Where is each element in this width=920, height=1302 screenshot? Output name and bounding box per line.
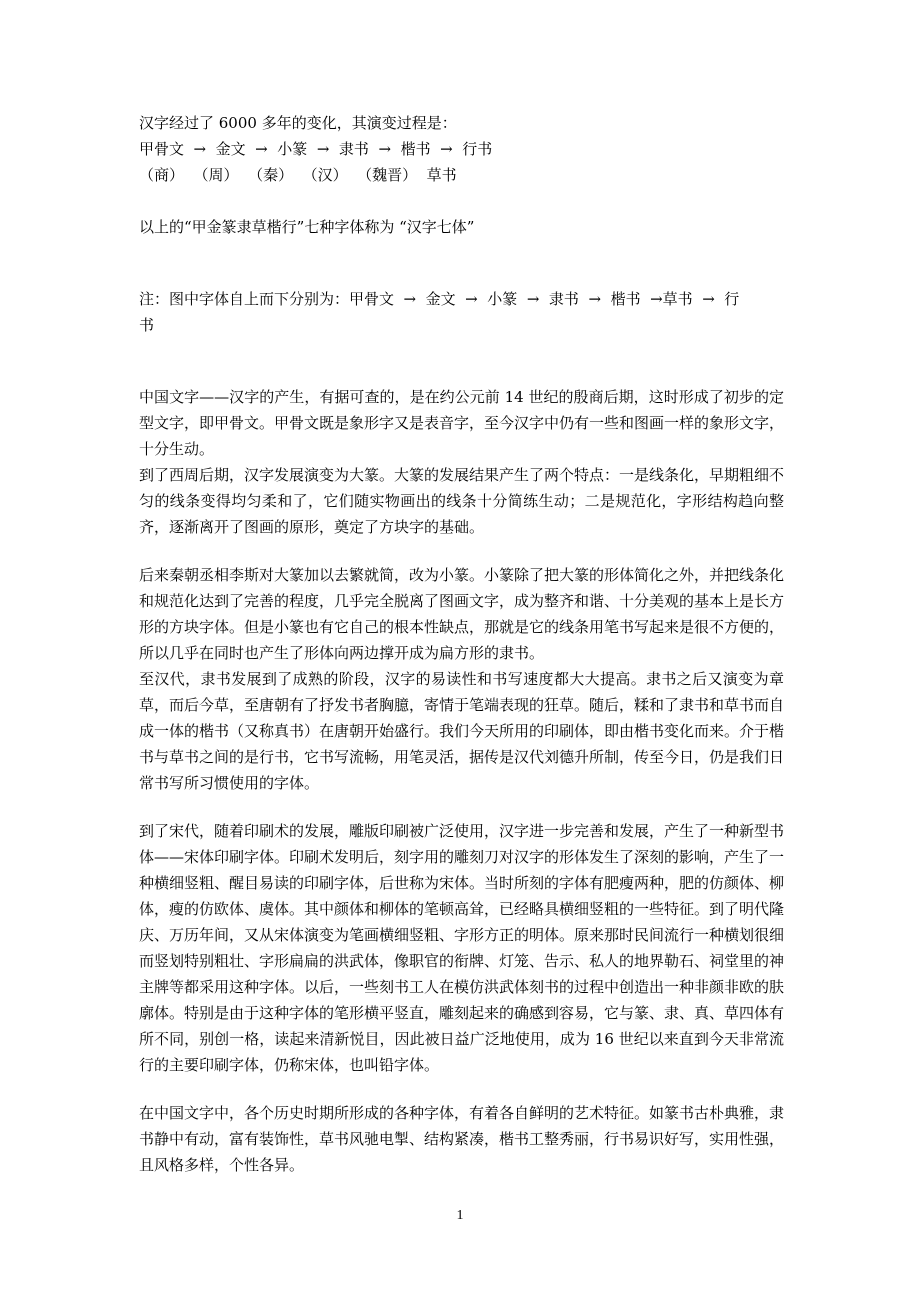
document-body xyxy=(139,110,784,1178)
spacer xyxy=(139,796,784,818)
paragraph-oracle-bone: 中国文字——汉字的产生，有据可查的，是在约公元前 14 世纪的殷商后期，这时形成了初步的定型文字，即甲骨文。甲骨文既是象形字又是表音字，至今汉字中仍有一些和图画一样的象形文字，十分生动。 xyxy=(139,388,785,458)
spacer xyxy=(139,240,784,286)
intro-line-3: （商） （周） （秦） （汉） （魏晋） 草书 xyxy=(139,166,457,184)
paragraph-small-seal: 后来秦朝丞相李斯对大篆加以去繁就简，改为小篆。小篆除了把大篆的形体简化之外，并把线条化和规范化达到了完善的程度，几乎完全脱离了图画文字，成为整齐和谐、十分美观的基本上是长方形的方块字体。但是小篆也有它自己的根本性缺点，那就是它的线条用笔书写起来是很不方便的，所以几乎在同时也产生了形体向两边撑开成为扁方形的隶书。 xyxy=(139,566,785,662)
spacer xyxy=(139,540,784,562)
intro-line-2: 甲骨文 → 金文 → 小篆 → 隶书 → 楷书 → 行书 xyxy=(139,140,493,158)
paragraph-song-typeface: 到了宋代，随着印刷术的发展，雕版印刷被广泛使用，汉字进一步完善和发展，产生了一种新型书体——宋体印刷字体。印刷术发明后，刻字用的雕刻刀对汉字的形体发生了深刻的影响，产生了一种横细竖粗、醒目易读的印刷字体，后世称为宋体。当时所刻的字体有肥瘦两种，肥的仿颜体、柳体，瘦的仿欧体、虞体。其中颜体和柳体的笔顿高耸，已经略具横细竖粗的一些特征。到了明代隆庆、万历年间，又从宋体演变为笔画横细竖粗、字形方正的明体。原来那时民间流行一种横划很细而竖划特别粗壮、字形扁扁的洪武体，像职官的衔牌、灯笼、告示、私人的地界勒石、祠堂里的神主牌等都采用这种字体。以后，一些刻书工人在模仿洪武体刻书的过程中创造出一种非颜非欧的肤廓体。特别是由于这种字体的笔形横平竖直，雕刻起来的确感到容易，它与篆、隶、真、草四体有所不同，别创一格，读起来清新悦目，因此被日益广泛地使用，成为 16 世纪以来直到今天非常流行的主要印刷字体，仍称宋体，也叫铅字体。 xyxy=(139,822,785,1074)
intro-line-1: 汉字经过了 6000 多年的变化，其演变过程是： xyxy=(139,114,457,132)
spacer xyxy=(139,338,784,384)
note-line-1: 注：图中字体自上而下分别为：甲骨文 → 金文 → 小篆 → 隶书 → 楷书 →草书 → 行 xyxy=(139,290,740,308)
note-line-2: 书 xyxy=(139,316,155,334)
paragraph-great-seal: 到了西周后期，汉字发展演变为大篆。大篆的发展结果产生了两个特点：一是线条化，早期粗细不匀的线条变得均匀柔和了，它们随实物画出的线条十分简练生动；二是规范化，字形结构趋向整齐，逐渐离开了图画的原形，奠定了方块字的基础。 xyxy=(139,466,785,536)
page-number: 1 xyxy=(456,1208,464,1223)
paragraph-artistic-features: 在中国文字中，各个历史时期所形成的各种字体，有着各自鲜明的艺术特征。如篆书古朴典雅，隶书静中有动，富有装饰性，草书风驰电掣、结构紧凑，楷书工整秀丽，行书易识好写，实用性强，且风格多样，个性各异。 xyxy=(139,1104,785,1174)
spacer xyxy=(139,188,784,214)
summary-line: 以上的“甲金篆隶草楷行”七种字体称为 “汉字七体” xyxy=(139,218,475,236)
paragraph-han-clerical: 至汉代，隶书发展到了成熟的阶段，汉字的易读性和书写速度都大大提高。隶书之后又演变为章草，而后今草，至唐朝有了抒发书者胸臆，寄情于笔端表现的狂草。随后，糅和了隶书和草书而自成一体的楷书（又称真书）在唐朝开始盛行。我们今天所用的印刷体，即由楷书变化而来。介于楷书与草书之间的是行书，它书写流畅，用笔灵活，据传是汉代刘德升所制，传至今日，仍是我们日常书写所习惯使用的字体。 xyxy=(139,670,785,792)
spacer xyxy=(139,1078,784,1100)
